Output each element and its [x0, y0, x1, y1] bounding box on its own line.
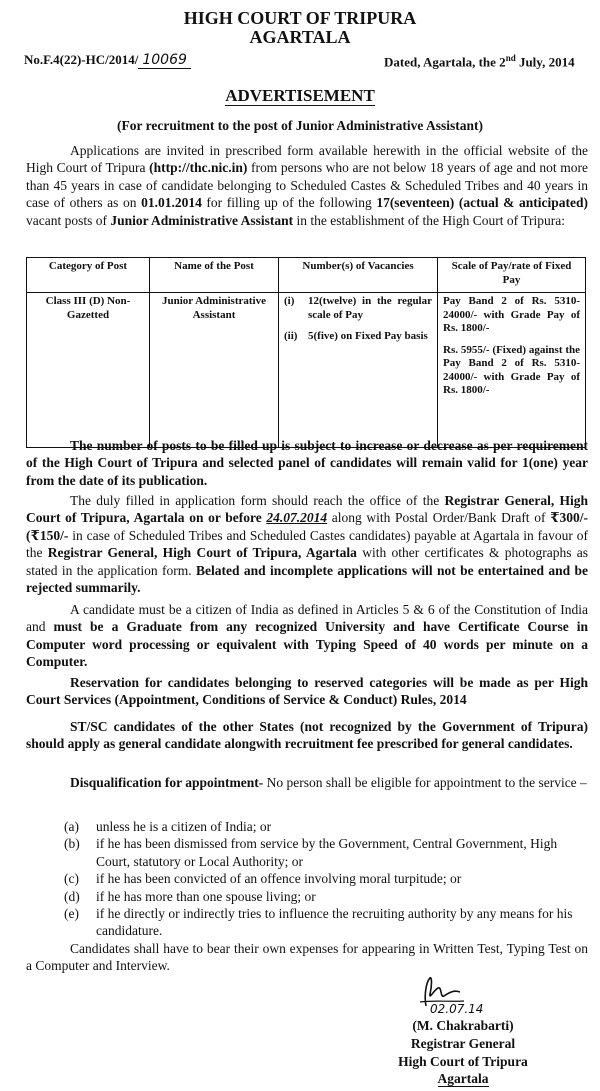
vacancy-item: (ii) 5(five) on Fixed Pay basis	[284, 330, 428, 342]
purpose-line: (For recruitment to the post of Junior Administrative Assistant)	[117, 118, 483, 133]
table-header-vacancies: Number(s) of Vacancies	[279, 258, 438, 293]
vacancies-cell	[279, 293, 438, 448]
reference-number	[24, 52, 191, 69]
signer-designation: Registrar General	[410, 1036, 516, 1051]
website-text: (http://thc.nic.in)	[149, 160, 248, 176]
signer-place-text: Agartala	[437, 1071, 489, 1086]
post-name-cell: Junior Administrative Assistant	[150, 293, 279, 448]
deadline-date: 24.07.2014	[266, 510, 328, 526]
signer-name: (M. Chakrabarti)	[412, 1018, 514, 1033]
document-title-text: ADVERTISEMENT	[225, 86, 375, 105]
vacancy-table	[26, 257, 586, 448]
submission-paragraph: The duly filled in application form should reach the office of the Registrar General, High Court of Tripura, Agartala on or before 24.07.2014 along with Postal Order/Bank Draft of ₹300/- (₹150/- in case of Scheduled Tribes and Scheduled Castes candidates) payable at Agartala in favour of the Registrar General, High Court of Tripura, Agartala with other certificates & photographs as stated in the application form. Belated and incomplete applications will not be entertained and be rejected summarily.	[26, 493, 589, 596]
posts-paragraph: The number of posts to be filled up is subject to increase or decrease as per requirement of the High Court of Tripura and selected panel of candidates will remain valid for 1(one) year from the date of its publication.	[26, 438, 588, 488]
list-item: (d) if he has more than one spouse living; or	[64, 888, 316, 904]
dated-prefix: Dated, Agartala, the 2	[384, 54, 506, 70]
list-item: (e) if he directly or indirectly tries to influence the recruiting authority by any means for his candidature.	[64, 906, 573, 939]
table-header-post: Name of the Post	[150, 258, 279, 293]
signer-office: High Court of Tripura	[398, 1054, 528, 1069]
vacancy-item: (i) 12(twelve) in the regular scale of Pay	[284, 295, 432, 321]
signer-place	[388, 1070, 538, 1088]
document-title	[0, 86, 600, 106]
table-header-category: Category of Post	[27, 258, 150, 293]
reservation-paragraph: Reservation for candidates belonging to reserved categories will be made as per High Court Services (Appointment, Conditions of Service & Conduct) Rules, 2014	[26, 675, 588, 708]
signature-date: 02.07.14	[430, 1002, 484, 1016]
disqualification-list	[64, 818, 588, 940]
intro-paragraph: Applications are invited in prescribed form available herewith in the official website of the High Court of Tripura (http://thc.nic.in) from persons who are not below 18 years of age and not more than 45 years in case of candidate belonging to Scheduled Castes & Scheduled Tribes and 40 years in case of others as on 01.01.2014 for filling up of the following 17(seventeen) (actual & anticipated) vacant posts of Junior Administrative Assistant in the establishment of the High Court of Tripura:	[26, 143, 589, 228]
dated-line	[384, 50, 575, 70]
table-header-row	[27, 258, 586, 293]
dated-suffix: July, 2014	[515, 54, 575, 70]
court-city: AGARTALA	[249, 27, 351, 47]
pay-cell	[438, 293, 586, 448]
citizen-paragraph: A candidate must be a citizen of India as defined in Articles 5 & 6 of the Constitution of India and must be a Graduate from any recognized University and have Certificate Course in Computer word processing or equivalent with Typing Speed of 40 words per minute on a Computer.	[26, 602, 588, 670]
reference-handwritten-number: 10069	[138, 52, 191, 69]
pay-item: Pay Band 2 of Rs. 5310-24000/- with Grade Pay of Rs. 1800/-	[443, 295, 580, 334]
dated-superscript: nd	[505, 53, 516, 63]
disqualification-paragraph: Disqualification for appointment- No person shall be eligible for appointment to the service –	[70, 775, 587, 790]
reference-prefix: No.F.4(22)-HC/2014/	[24, 52, 139, 67]
court-name: HIGH COURT OF TRIPURA	[183, 8, 417, 28]
stsc-paragraph: ST/SC candidates of the other States (not recognized by the Government of Tripura) should apply as general candidate alongwith recruitment fee prescribed for general candidates.	[26, 719, 588, 752]
expenses-paragraph: Candidates shall have to bear their own expenses for appearing in Written Test, Typing Test on a Computer and Interview.	[26, 941, 588, 974]
table-row	[27, 293, 586, 448]
list-item: (b) if he has been dismissed from service by the Government, Central Government, High Court, statutory or Local Authority; or	[64, 836, 558, 869]
table-header-pay: Scale of Pay/rate of Fixed Pay	[438, 258, 586, 293]
pay-item: Rs. 5955/- (Fixed) against the Pay Band 2 of Rs. 5310-24000/- with Grade Pay of Rs. 1800/-	[443, 343, 580, 396]
list-item: (c) if he has been convicted of an offence involving moral turpitude; or	[64, 871, 462, 887]
list-item: (a) unless he is a citizen of India; or	[64, 819, 272, 834]
category-cell: Class III (D) Non-Gazetted	[27, 293, 150, 448]
